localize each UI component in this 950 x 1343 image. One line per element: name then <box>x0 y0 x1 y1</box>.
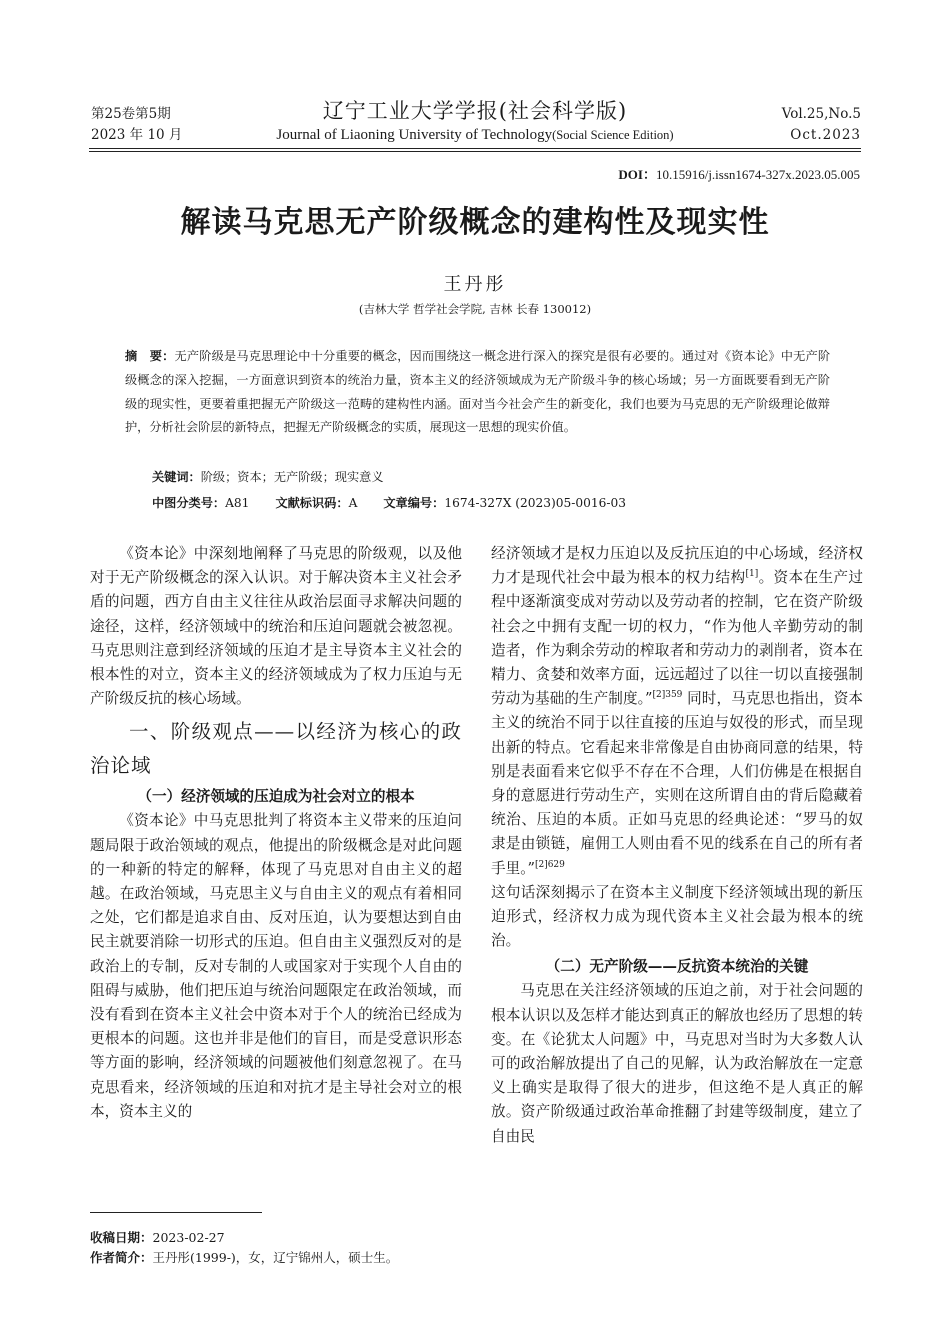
received-label: 收稿日期： <box>90 1230 153 1245</box>
article-number-value: 1674-327X (2023)05-0016-03 <box>444 496 627 510</box>
volume-en: Vol.25,No.5 <box>781 106 861 122</box>
received-date <box>90 1228 398 1248</box>
doc-code-label: 文献标识码： <box>275 496 349 510</box>
clc-value: A81 <box>225 496 250 510</box>
article-author: 王丹彤 <box>443 274 507 295</box>
author-affiliation: (吉林大学 哲学社会学院, 吉林 长春 130012) <box>358 302 592 316</box>
header-rule-top <box>89 148 861 149</box>
body-paragraph <box>491 542 863 953</box>
article-title: 解读马克思无产阶级概念的建构性及现实性 <box>180 205 770 240</box>
volume-issue: 第25卷第5期 <box>91 106 171 122</box>
keywords-label: 关键词： <box>152 470 201 484</box>
abstract-text: 无产阶级是马克思理论中十分重要的概念，因而围绕这一概念进行深入的探究是很有必要的。通过对《资本论》中无产阶级概念的深入挖掘，一方面意识到资本的统治力量，资本主义的经济领域成为无产阶级斗争的核心场域；另一方面既要看到无产阶级的现实性，更要着重把握无产阶级这一范畴的建构性内涵。面对当今社会产生的新变化，我们也要为马克思的无产阶级理论做辩护，分析社会阶层的新特点，把握无产阶级概念的实质，展现这一思想的现实价值。 <box>125 349 831 435</box>
author-bio-text: 王丹彤(1999-)，女，辽宁锦州人，硕士生。 <box>152 1250 399 1265</box>
citation-ref[interactable]: [1] <box>745 569 759 580</box>
subsection-heading-1: （一）经济领域的压迫成为社会对立的根本 <box>137 788 415 806</box>
clc-label: 中图分类号： <box>152 496 226 510</box>
section-heading-1: 一、阶级观点——以经济为核心的政治论域 <box>90 720 462 778</box>
body-column-left <box>90 542 462 1124</box>
issue-date-en: Oct.2023 <box>790 127 861 143</box>
body-paragraph: 马克思在关注经济领域的压迫之前，对于社会问题的根本认识以及怎样才能达到真正的解放也经历了思想的转变。在《论犹太人问题》中，马克思对当时为大多数人认可的政治解放提出了自己的见解，认为政治解放在一定意义上确实是取得了很大的进步，但这绝不是人真正的解放。资产阶级通过政治革命推翻了封建等级制度，建立了自由民 <box>491 982 863 1145</box>
doi[interactable] <box>618 164 860 183</box>
footnote-rule <box>90 1212 262 1213</box>
abstract <box>125 345 830 440</box>
body-text: 经济领域才是权力压迫以及反抗压迫的中心场域，经济权力才是现代社会中最为根本的权力结构 <box>491 545 863 587</box>
citation-ref[interactable]: [2]629 <box>534 859 565 870</box>
keywords <box>152 468 384 485</box>
body-paragraph: 《资本论》中深刻地阐释了马克思的阶级观，以及他对于无产阶级概念的深入认识。对于解决资本主义社会矛盾的问题，西方自由主义往往从政治层面寻求解决问题的途径，这样，经济领域中的统治和压迫问题就会被忽视。马克思则注意到经济领域的压迫才是主导资本主义社会的根本性的对立，资本主义的经济领域成为了权力压迫与无产阶级反抗的核心场域。 <box>90 545 462 708</box>
body-text: 。资本在生产过程中逐渐演变成对劳动以及劳动者的控制，它在资产阶级社会之中拥有支配一切的权力，“作为他人辛勤劳动的制造者，作为剩余劳动的榨取者和劳动力的剥削者，资本在精力、贪婪和效率方面，远远超过了以往一切以直接强制劳动为基础的生产制度。” <box>491 569 863 708</box>
doc-code-value: A <box>348 496 358 510</box>
body-column-right <box>491 542 863 1149</box>
abstract-label: 摘 要： <box>125 349 175 363</box>
body-text: 这句话深刻揭示了在资本主义制度下经济领域出现的新压迫形式，经济权力成为现代资本主义社会最为根本的统治。 <box>491 883 863 950</box>
doi-label: DOI： <box>618 167 656 182</box>
author-bio <box>90 1248 398 1268</box>
footnote <box>90 1228 398 1268</box>
journal-title-en-main: Journal of Liaoning University of Technology <box>276 127 553 143</box>
classification <box>152 494 626 511</box>
issue-date-zh: 2023 年 10 月 <box>91 127 183 143</box>
keywords-text: 阶级；资本；无产阶级；现实意义 <box>200 470 384 484</box>
body-text: 同时，马克思也指出，资本主义的统治不同于以往直接的压迫与奴役的形式，而呈现出新的特点。它看起来非常像是自由协商同意的结果，特别是表面看来它似乎不存在不合理，人们仿佛是在根据自身的意愿进行劳动生产，实则在这所谓自由的背后隐藏着统治、压迫的本质。正如马克思的经典论述：“罗马的奴隶是由锁链，雇佣工人则由看不见的线系在自己的所有者手里。” <box>491 690 864 877</box>
received-value: 2023-02-27 <box>152 1230 225 1245</box>
article-number-label: 文章编号： <box>383 496 445 510</box>
citation-ref[interactable]: [2]359 <box>652 690 683 701</box>
doi-value: 10.15916/j.issn1674-327x.2023.05.005 <box>655 167 860 182</box>
header-rule-bottom <box>89 151 861 152</box>
header-right <box>782 104 861 146</box>
journal-title-zh: 辽宁工业大学学报(社会科学版) <box>322 99 628 123</box>
body-paragraph: 《资本论》中马克思批判了将资本主义带来的压迫问题局限于政治领域的观点，他提出的阶级概念是对此问题的一种新的特定的解释，体现了马克思对自由主义的超越。在政治领域，马克思主义与自由主义的观点有着相同之处，它们都是追求自由、反对压迫，认为要想达到自由民主就要消除一切形式的压迫。但自由主义强烈反对的是政治上的专制，反对专制的人或国家对于实现个人自由的阻碍与威胁，他们把压迫与统治问题限定在政治领域，而没有看到在资本主义社会中资本对于个人的统治已经成为更根本的问题。这也并非是他们的盲目，而是受意识形态等方面的影响，经济领域的问题被他们刻意忽视了。在马克思看来，经济领域的压迫和对抗才是主导社会对立的根本，资本主义的 <box>90 812 462 1120</box>
subsection-heading-2: （二）无产阶级——反抗资本统治的关键 <box>545 958 809 976</box>
journal-title-en-sub: (Social Science Edition) <box>552 128 674 142</box>
author-bio-label: 作者简介： <box>90 1250 153 1265</box>
